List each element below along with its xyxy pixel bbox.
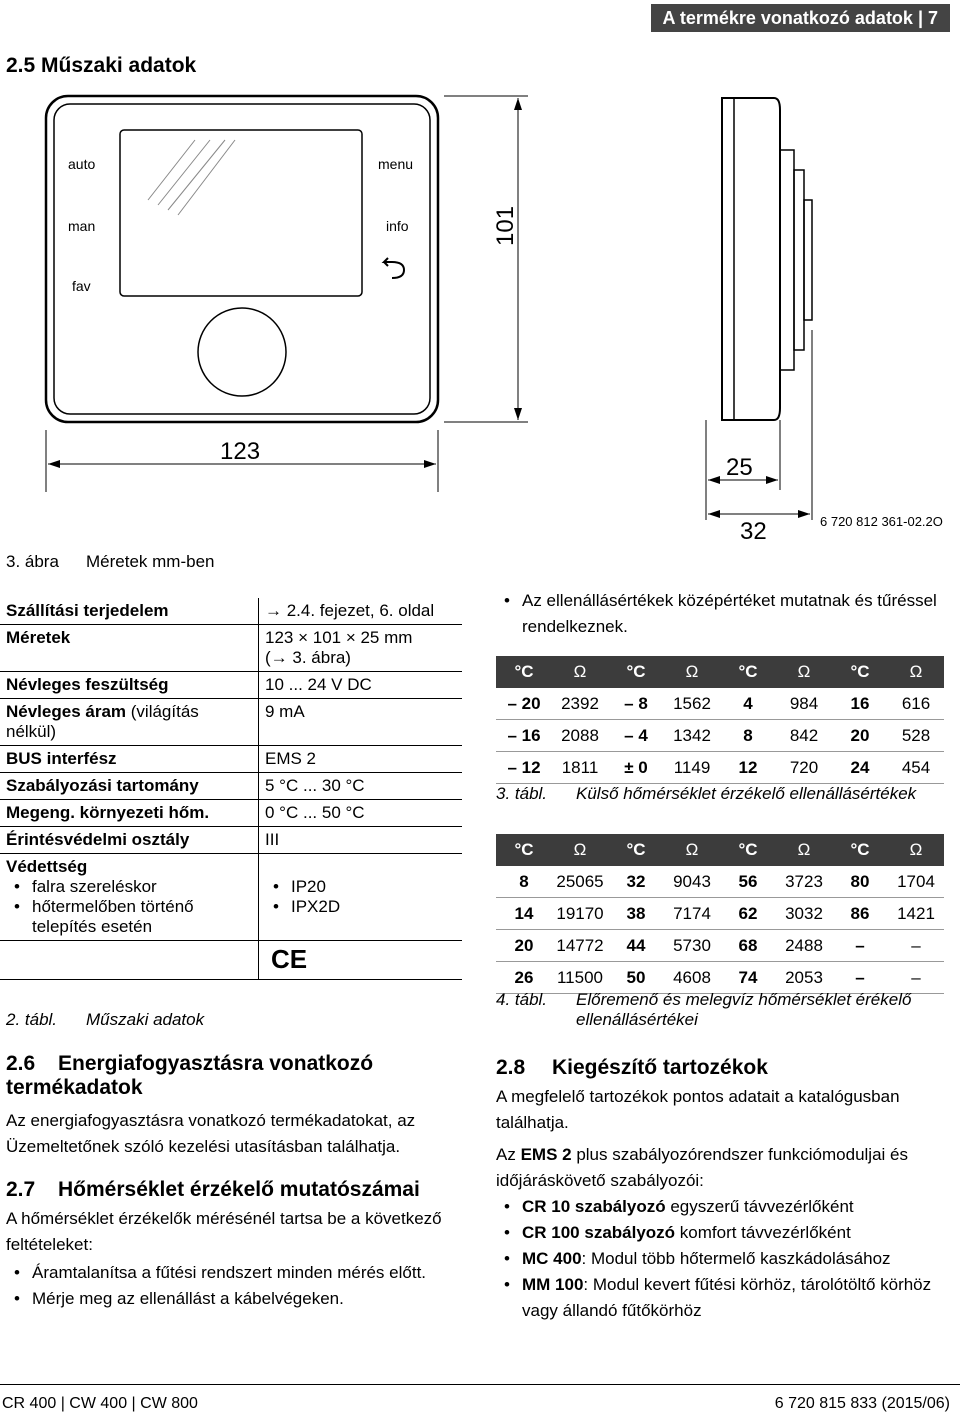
section-title-2-8: 2.8 Kiegészítő tartozékok [496, 1056, 768, 1079]
resistance-table-flow: °C Ω °C Ω °C Ω °C Ω 8 25065 32 9043 56 3723 80 1704 14 19170 38 7174 62 3032 86 1421 20 14772 44 5730 68 2488 – – 26 11500 50 4608 74 2053 – – [496, 834, 944, 994]
spec-table [0, 598, 462, 980]
spec-caption: 2. tábl. Műszaki adatok [6, 1010, 205, 1029]
man-button: man [68, 218, 96, 234]
table-row [0, 941, 462, 980]
menu-button: menu [378, 156, 414, 172]
table-row: Megeng. környezeti hőm. 0 °C ... 50 °C [0, 800, 462, 827]
table-row: 14 19170 38 7174 62 3032 86 1421 [496, 898, 944, 930]
section-2-6-body: Az energiafogyasztásra vonatkozó termékadatokat, az Üzemeltetőnek szóló kezelési utasításban találhatja. [6, 1111, 416, 1156]
table-row: Méretek 123 × 101 × 25 mm (→ 3. ábra) [0, 625, 462, 672]
ce-mark: CE [271, 944, 308, 974]
list-item: • MC 400: Modul több hőtermelő kaszkádolásához [496, 1246, 944, 1272]
table-row: BUS interfész EMS 2 [0, 746, 462, 773]
accessory-list [496, 1194, 944, 1324]
table-row: Névleges feszültség 10 ... 24 V DC [0, 672, 462, 699]
dimension-figure [0, 80, 960, 550]
table-row: 26 11500 50 4608 74 2053 – – [496, 962, 944, 994]
figure-code: 6 720 812 361-02.2O [820, 514, 943, 529]
table-row: – 20 2392 – 8 1562 4 984 16 616 [496, 688, 944, 720]
footer-left: CR 400 | CW 400 | CW 800 [2, 1395, 198, 1412]
section-title-2-7: 2.7 Hőmérséklet érzékelő mutatószámai [6, 1178, 420, 1201]
table3-caption: 3. tábl. Külső hőmérséklet érzékelő ellenállásértékek [496, 784, 917, 803]
table-row: Névleges áram (világítás nélkül) 9 mA [0, 699, 462, 746]
fav-button: fav [72, 278, 91, 294]
list-item: • CR 10 szabályozó egyszerű távvezérlőként [496, 1194, 944, 1220]
list-item: • MM 100: Modul kevert fűtési körhöz, tárolótöltő körhöz vagy állandó fűtőkörhöz [496, 1272, 944, 1324]
section-title-2-6: 2.6 Energiafogyasztásra vonatkozó termékadatok [6, 1052, 374, 1099]
list-item: • CR 100 szabályozó komfort távvezérlőként [496, 1220, 944, 1246]
back-arrow-icon [384, 258, 404, 278]
side-view [722, 98, 780, 420]
section-2-8-body1: A megfelelő tartozékok pontos adatait a katalógusban találhatja. [496, 1087, 900, 1132]
table-row: 20 14772 44 5730 68 2488 – – [496, 930, 944, 962]
table-row: Érintésvédelmi osztály III [0, 827, 462, 854]
footer-right: 6 720 815 833 (2015/06) [774, 1395, 950, 1412]
dimension-depth: 25 [726, 454, 753, 481]
control-knob [198, 308, 286, 396]
table-row: Védettség • falra szereléskor • hőtermelőben történő telepítés esetén • IP20 • IPX2D [0, 854, 462, 941]
table4-caption: 4. tábl. Előremenő és melegvíz hőmérséklet érékelő ellenállásértékei [496, 990, 912, 1029]
section-2-7-bullets: • Áramtalanítsa a fűtési rendszert minden mérés előtt. • Mérje meg az ellenállást a kábelvégeken. [6, 1260, 454, 1312]
dimension-width: 123 [220, 438, 261, 465]
auto-button: auto [68, 156, 96, 172]
section-title-2-5: 2.5 Műszaki adatok [6, 54, 197, 77]
section-2-7-body: A hőmérséklet érzékelők mérésénél tartsa be a következő feltételeket: [6, 1209, 442, 1254]
resistance-note: • Az ellenállásértékek középértéket mutatnak és tűréssel rendelkeznek. [496, 588, 946, 640]
table-row: – 12 1811 ± 0 1149 12 720 24 454 [496, 752, 944, 784]
info-button: info [386, 218, 409, 234]
page-footer [0, 1384, 960, 1412]
dimension-total-depth: 32 [740, 518, 767, 545]
section-2-8-body2: Az EMS 2 plus szabályozórendszer funkciómoduljai és időjáráskövető szabályozói: [496, 1145, 908, 1190]
table-row: Szabályozási tartomány 5 °C ... 30 °C [0, 773, 462, 800]
display-screen [120, 130, 362, 296]
table-row: Szállítási terjedelem → 2.4. fejezet, 6. oldal [0, 598, 462, 625]
table-row: 8 25065 32 9043 56 3723 80 1704 [496, 866, 944, 898]
page-header: A termékre vonatkozó adatok | 7 [651, 4, 950, 32]
table-row: – 16 2088 – 4 1342 8 842 20 528 [496, 720, 944, 752]
figure-caption: 3. ábra Méretek mm-ben [6, 552, 215, 571]
dimension-height: 101 [492, 205, 519, 246]
device-outline [46, 96, 438, 422]
resistance-table-outdoor: °C Ω °C Ω °C Ω °C Ω – 20 2392 – 8 1562 4 984 16 616 – 16 2088 – 4 1342 8 842 20 528 – 12 1811 ± 0 1149 12 720 24 454 [496, 656, 944, 784]
